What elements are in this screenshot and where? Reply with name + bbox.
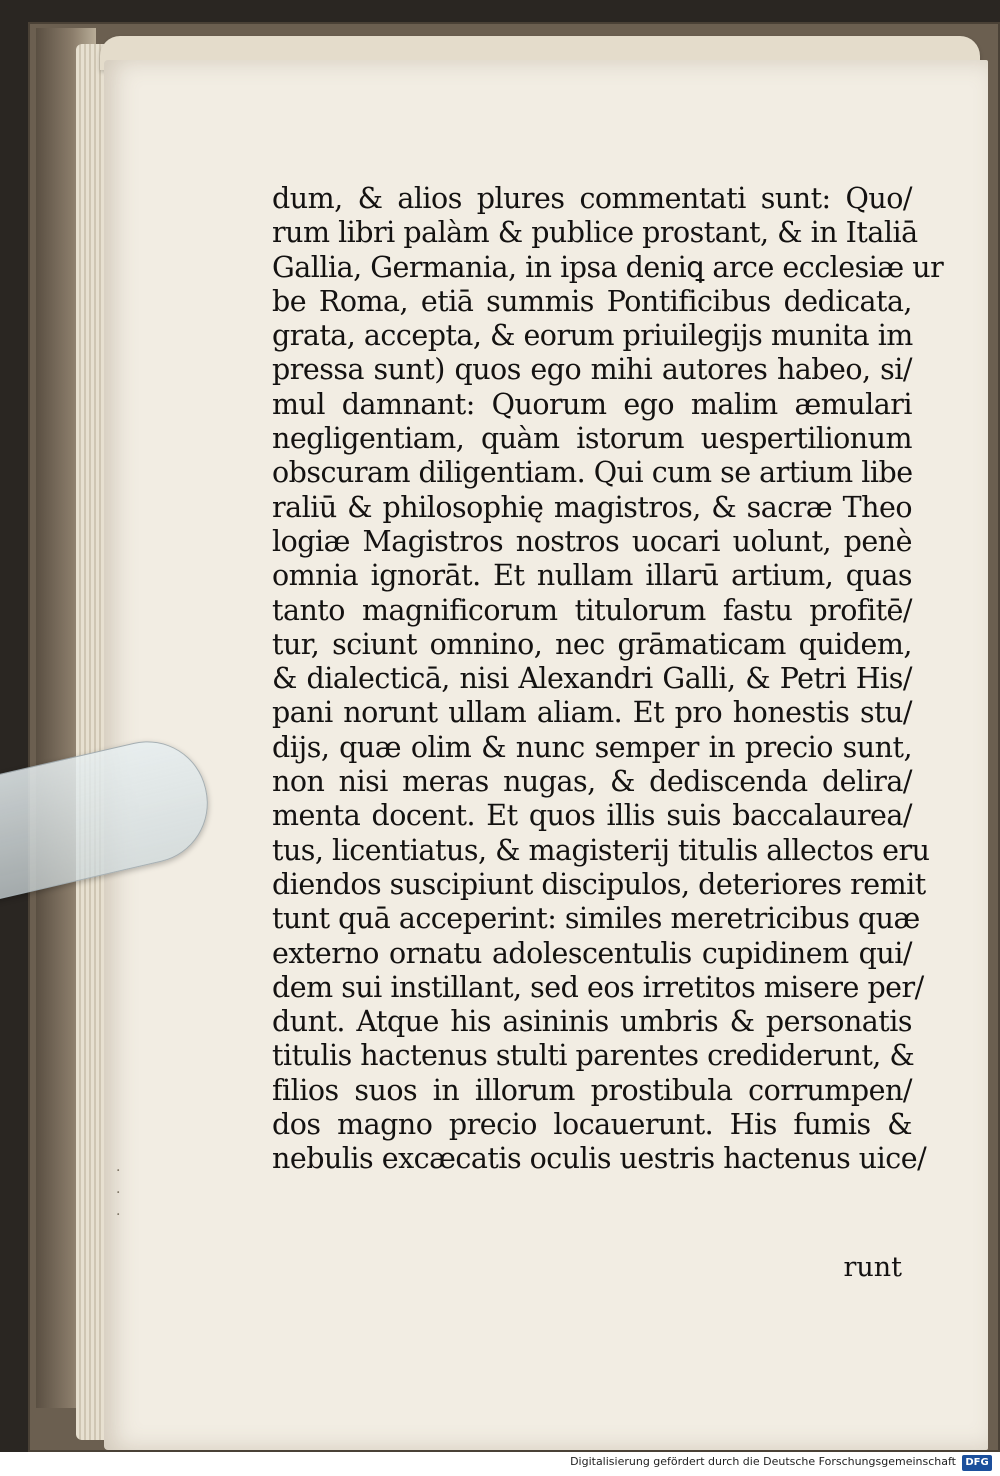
text-line: menta docent. Et quos illis suis baccalaurea/ (272, 799, 912, 833)
text-line: & dialecticā, nisi Alexandri Galli, & Petri His/ (272, 662, 912, 696)
text-line: tur, sciunt omnino, nec grāmaticam quidem, (272, 627, 912, 661)
text-line: tanto magnificorum titulorum fastu profitē/ (272, 593, 912, 627)
text-line: tunt quā acceperint: similes meretricibus quæ (272, 902, 920, 936)
text-line: pressa sunt) quos ego mihi autores habeo, si/ (272, 353, 912, 387)
text-line: grata, accepta, & eorum priuilegijs munita im (272, 319, 913, 353)
text-line: dum, & alios plures commentati sunt: Quo/ (272, 182, 912, 215)
text-line: dunt. Atque his asininis umbris & personatis (272, 1005, 912, 1039)
text-line: omnia ignorāt. Et nullam illarū artium, quas (272, 559, 912, 593)
text-line: negligentiam, quàm istorum uespertilionum (272, 422, 912, 456)
text-line: Gallia, Germania, in ipsa deniꝗ arce ecclesiæ ur (272, 250, 944, 284)
text-line: obscuram diligentiam. Qui cum se artium libe (272, 456, 913, 490)
text-line: diendos suscipiunt discipulos, deteriores remit (272, 867, 926, 901)
footer-bar (0, 1452, 1000, 1476)
dfg-logo: DFG (962, 1455, 992, 1471)
text-line: logiæ Magistros nostros uocari uolunt, penè (272, 524, 912, 558)
page-text (272, 182, 944, 1177)
text-line: dijs, quæ olim & nunc semper in precio sunt, (272, 730, 912, 764)
text-line: filios suos in illorum prostibula corrumpen/ (272, 1073, 912, 1107)
text-line: dos magno precio locauerunt. His fumis & (272, 1108, 912, 1142)
text-line: rum libri palàm & publice prostant, & in Italiā (272, 216, 918, 250)
margin-marks: · · · (116, 1163, 121, 1223)
text-line: externo ornatu adolescentulis cupidinem qui/ (272, 936, 912, 970)
text-line: be Roma, etiā summis Pontificibus dedicata, (272, 284, 912, 318)
text-line: nebulis excæcatis oculis uestris hactenus uice/ (272, 1142, 927, 1176)
catchword: runt (843, 1252, 902, 1283)
footer-credit: Digitalisierung gefördert durch die Deutsche Forschungsgemeinschaft (570, 1455, 956, 1468)
text-line: non nisi meras nugas, & dediscenda delira/ (272, 765, 912, 799)
text-line: titulis hactenus stulti parentes crediderunt, & (272, 1039, 915, 1073)
text-line: mul damnant: Quorum ego malim æmulari (272, 387, 912, 421)
text-line: dem sui instillant, sed eos irretitos misere per/ (272, 970, 924, 1004)
text-line: tus, licentiatus, & magisterij titulis allectos eru (272, 833, 930, 867)
text-line: pani norunt ullam aliam. Et pro honestis stu/ (272, 696, 912, 730)
text-line: raliū & philosophię magistros, & sacræ Theo (272, 490, 912, 524)
